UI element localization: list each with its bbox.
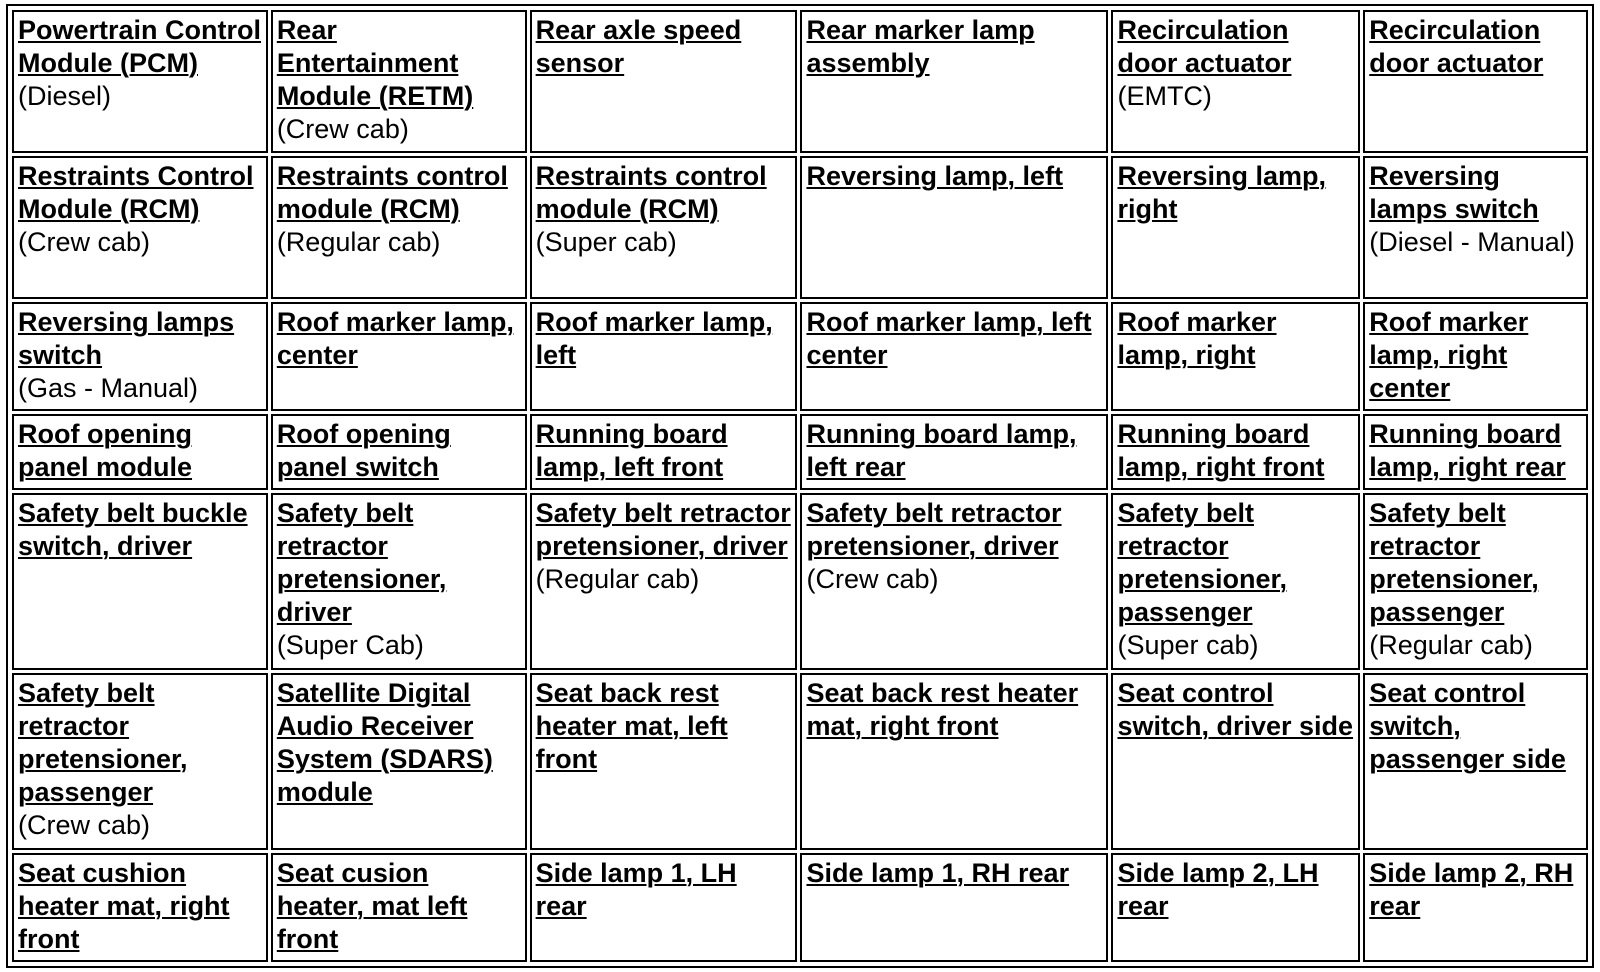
table-cell (271, 156, 527, 299)
component-link[interactable]: Recirculation door actuator (1117, 15, 1292, 78)
component-link[interactable]: Safety belt retractor pretensioner, passenger (18, 677, 188, 807)
table-cell (271, 10, 527, 153)
table-cell (12, 414, 268, 490)
component-note: (Super cab) (535, 227, 677, 258)
component-link[interactable]: Safety belt buckle switch, driver (18, 498, 248, 562)
component-link[interactable]: Roof marker lamp, left (535, 307, 773, 371)
component-link[interactable]: Seat back rest heater mat, right front (806, 677, 1079, 741)
component-link[interactable]: Safety belt retractor pretensioner, driver (806, 498, 1062, 562)
table-cell (1111, 414, 1360, 490)
grid-body (12, 10, 1588, 962)
table-row (12, 493, 1588, 670)
table-cell (12, 493, 268, 670)
table-cell (800, 10, 1108, 153)
table-cell (271, 414, 527, 490)
table-cell (12, 302, 268, 411)
table-cell (1111, 10, 1360, 153)
component-link[interactable]: Roof marker lamp, right center (1369, 307, 1529, 404)
table-row (12, 10, 1588, 153)
component-link[interactable]: Reversing lamp, left (806, 161, 1064, 192)
component-link[interactable]: Safety belt retractor pretensioner, driver (276, 498, 447, 628)
table-cell (800, 302, 1108, 411)
component-link[interactable]: Safety belt retractor pretensioner, passenger (1369, 498, 1539, 628)
component-note: (Gas - Manual) (18, 373, 199, 404)
table-cell (1111, 493, 1360, 670)
component-link[interactable]: Restraints Control Module (RCM) (18, 161, 254, 225)
component-link[interactable]: Reversing lamps switch (1369, 161, 1539, 225)
component-link[interactable]: Roof marker lamp, left center (806, 307, 1092, 371)
component-link[interactable]: Seat control switch, driver side (1117, 677, 1354, 741)
table-cell (1363, 493, 1588, 670)
table-cell (271, 493, 527, 670)
component-link[interactable]: Reversing lamp, right (1117, 161, 1327, 225)
table-cell (1111, 302, 1360, 411)
table-cell (12, 853, 268, 962)
table-cell (1363, 673, 1588, 850)
table-cell (1111, 156, 1360, 299)
component-link[interactable]: Running board lamp, left front (535, 419, 728, 483)
component-link[interactable]: Recirculation door actuator (1369, 15, 1544, 78)
component-link[interactable]: Restraints control module (RCM) (535, 161, 767, 225)
table-cell (800, 414, 1108, 490)
table-row (12, 673, 1588, 850)
table-cell (800, 493, 1108, 670)
component-link[interactable]: Rear axle speed sensor (535, 15, 742, 78)
table-cell (1111, 853, 1360, 962)
component-link[interactable]: Roof opening panel module (18, 419, 193, 483)
component-grid (9, 7, 1591, 965)
table-cell (530, 493, 798, 670)
component-link[interactable]: Seat cusion heater, mat left front (276, 857, 468, 954)
component-link[interactable]: Safety belt retractor pretensioner, passenger (1117, 498, 1288, 628)
table-cell (530, 302, 798, 411)
component-link[interactable]: Side lamp 1, LH rear (535, 857, 737, 921)
component-link[interactable]: Reversing lamps switch (18, 307, 235, 371)
table-row (12, 302, 1588, 411)
table-cell (12, 10, 268, 153)
component-note: (Crew cab) (806, 564, 939, 595)
table-cell (271, 853, 527, 962)
component-link[interactable]: Roof marker lamp, center (276, 307, 514, 371)
table-cell (271, 673, 527, 850)
component-link[interactable]: Side lamp 1, RH rear (806, 857, 1070, 888)
component-link[interactable]: Rear marker lamp assembly (806, 15, 1035, 78)
component-link[interactable]: Restraints control module (RCM) (276, 161, 508, 225)
table-cell (800, 673, 1108, 850)
component-link[interactable]: Side lamp 2, RH rear (1369, 857, 1574, 921)
table-row (12, 853, 1588, 962)
table-cell (800, 853, 1108, 962)
component-link[interactable]: Running board lamp, right front (1117, 419, 1325, 483)
table-cell (530, 853, 798, 962)
table-cell (530, 673, 798, 850)
component-link[interactable]: Roof opening panel switch (276, 419, 451, 483)
table-cell (1363, 853, 1588, 962)
component-link[interactable]: Powertrain Control Module (PCM) (18, 15, 262, 78)
component-note: (Diesel) (18, 81, 112, 111)
component-note: (EMTC) (1117, 81, 1212, 111)
table-cell (1363, 10, 1588, 153)
component-link[interactable]: Seat cushion heater mat, right front (18, 857, 230, 954)
table-cell (12, 673, 268, 850)
component-link[interactable]: Running board lamp, right rear (1369, 419, 1566, 483)
component-note: (Regular cab) (276, 227, 441, 258)
component-note: (Regular cab) (1369, 630, 1533, 661)
component-link[interactable]: Side lamp 2, LH rear (1117, 857, 1319, 921)
component-note: (Super cab) (1117, 630, 1259, 661)
component-link[interactable]: Seat control switch, passenger side (1369, 677, 1566, 774)
table-cell (530, 156, 798, 299)
table-cell (530, 10, 798, 153)
component-link[interactable]: Roof marker lamp, right (1117, 307, 1277, 371)
component-note: (Regular cab) (535, 564, 700, 595)
component-index-table (6, 4, 1594, 968)
component-link[interactable]: Satellite Digital Audio Receiver System (SDARS) module (276, 677, 493, 807)
table-row (12, 414, 1588, 490)
table-cell (1363, 302, 1588, 411)
component-link[interactable]: Safety belt retractor pretensioner, driver (535, 498, 791, 562)
component-link[interactable]: Seat back rest heater mat, left front (535, 677, 728, 774)
component-note: (Super Cab) (276, 630, 424, 661)
component-link[interactable]: Running board lamp, left rear (806, 419, 1077, 483)
table-cell (1111, 673, 1360, 850)
table-cell (12, 156, 268, 299)
table-cell (1363, 156, 1588, 299)
table-row (12, 156, 1588, 299)
component-note: (Crew cab) (18, 809, 151, 840)
component-note: (Crew cab) (276, 114, 409, 144)
table-cell (1363, 414, 1588, 490)
table-cell (800, 156, 1108, 299)
component-note: (Crew cab) (18, 227, 151, 258)
table-cell (271, 302, 527, 411)
component-note: (Diesel - Manual) (1369, 227, 1575, 258)
component-link[interactable]: Rear Entertainment Module (RETM) (276, 15, 474, 111)
table-cell (530, 414, 798, 490)
